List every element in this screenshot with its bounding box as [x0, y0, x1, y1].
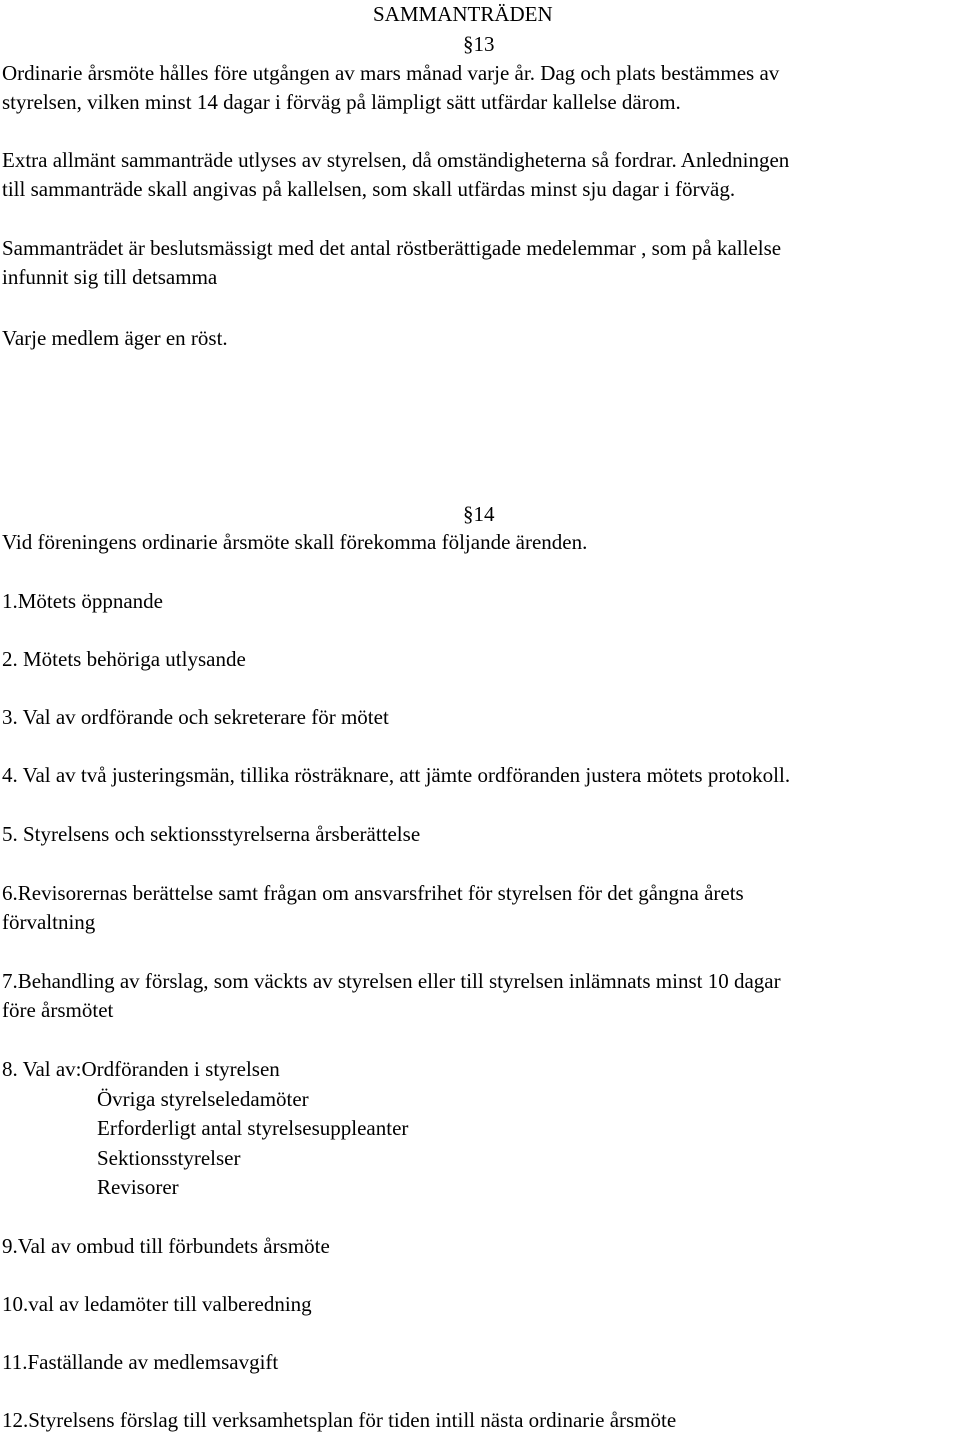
agenda-item-7-line-2: före årsmötet — [2, 998, 114, 1022]
agenda-item-8-sub-2: Erforderligt antal styrelsesuppleanter — [97, 1116, 409, 1140]
section-13-paragraph-4: Varje medlem äger en röst. — [2, 326, 228, 350]
section-13-paragraph-3-line-1: Sammanträdet är beslutsmässigt med det antal röstberättigade medelemmar , som på kallelse — [2, 236, 782, 260]
agenda-item-11: 11.Faställande av medlemsavgift — [2, 1350, 279, 1374]
agenda-item-8-sub-4: Revisorer — [97, 1175, 179, 1199]
agenda-item-7-line-1: 7.Behandling av förslag, som väckts av styrelsen eller till styrelsen inlämnats minst 10 dagar — [2, 969, 781, 993]
agenda-item-2: 2. Mötets behöriga utlysande — [2, 647, 246, 671]
agenda-item-12: 12.Styrelsens förslag till verksamhetsplan för tiden intill nästa ordinarie årsmöte — [2, 1408, 677, 1432]
agenda-item-3: 3. Val av ordförande och sekreterare för mötet — [2, 705, 389, 729]
agenda-item-10: 10.val av ledamöter till valberedning — [2, 1292, 312, 1316]
agenda-item-5: 5. Styrelsens och sektionsstyrelserna årsberättelse — [2, 822, 421, 846]
agenda-item-6-line-1: 6.Revisorernas berättelse samt frågan om ansvarsfrihet för styrelsen för det gångna årets — [2, 881, 744, 905]
agenda-item-9: 9.Val av ombud till förbundets årsmöte — [2, 1234, 330, 1258]
section-13-paragraph-2-line-2: till sammanträde skall angivas på kallelsen, som skall utfärdas minst sju dagar i förväg. — [2, 177, 736, 201]
agenda-item-8-sub-1: Övriga styrelseledamöter — [97, 1087, 309, 1111]
section-14-intro: Vid föreningens ordinarie årsmöte skall förekomma följande ärenden. — [2, 530, 588, 554]
section-14-number: §14 — [463, 502, 495, 526]
agenda-item-4: 4. Val av två justeringsmän, tillika rösträknare, att jämte ordföranden justera mötets protokoll. — [2, 763, 791, 787]
section-13-paragraph-3-line-2: infunnit sig till detsamma — [2, 265, 218, 289]
agenda-item-8: 8. Val av:Ordföranden i styrelsen — [2, 1057, 280, 1081]
section-13-paragraph-2-line-1: Extra allmänt sammanträde utlyses av styrelsen, då omständigheterna så fordrar. Anledningen — [2, 148, 790, 172]
section-13-paragraph-1-line-2: styrelsen, vilken minst 14 dagar i förväg på lämpligt sätt utfärdar kallelse därom. — [2, 90, 681, 114]
agenda-item-1: 1.Mötets öppnande — [2, 589, 163, 613]
agenda-item-8-sub-3: Sektionsstyrelser — [97, 1146, 241, 1170]
agenda-item-6-line-2: förvaltning — [2, 910, 96, 934]
page-title: SAMMANTRÄDEN — [373, 2, 553, 26]
section-13-number: §13 — [463, 32, 495, 56]
section-13-paragraph-1-line-1: Ordinarie årsmöte hålles före utgången av mars månad varje år. Dag och plats bestämmes av — [2, 61, 780, 85]
